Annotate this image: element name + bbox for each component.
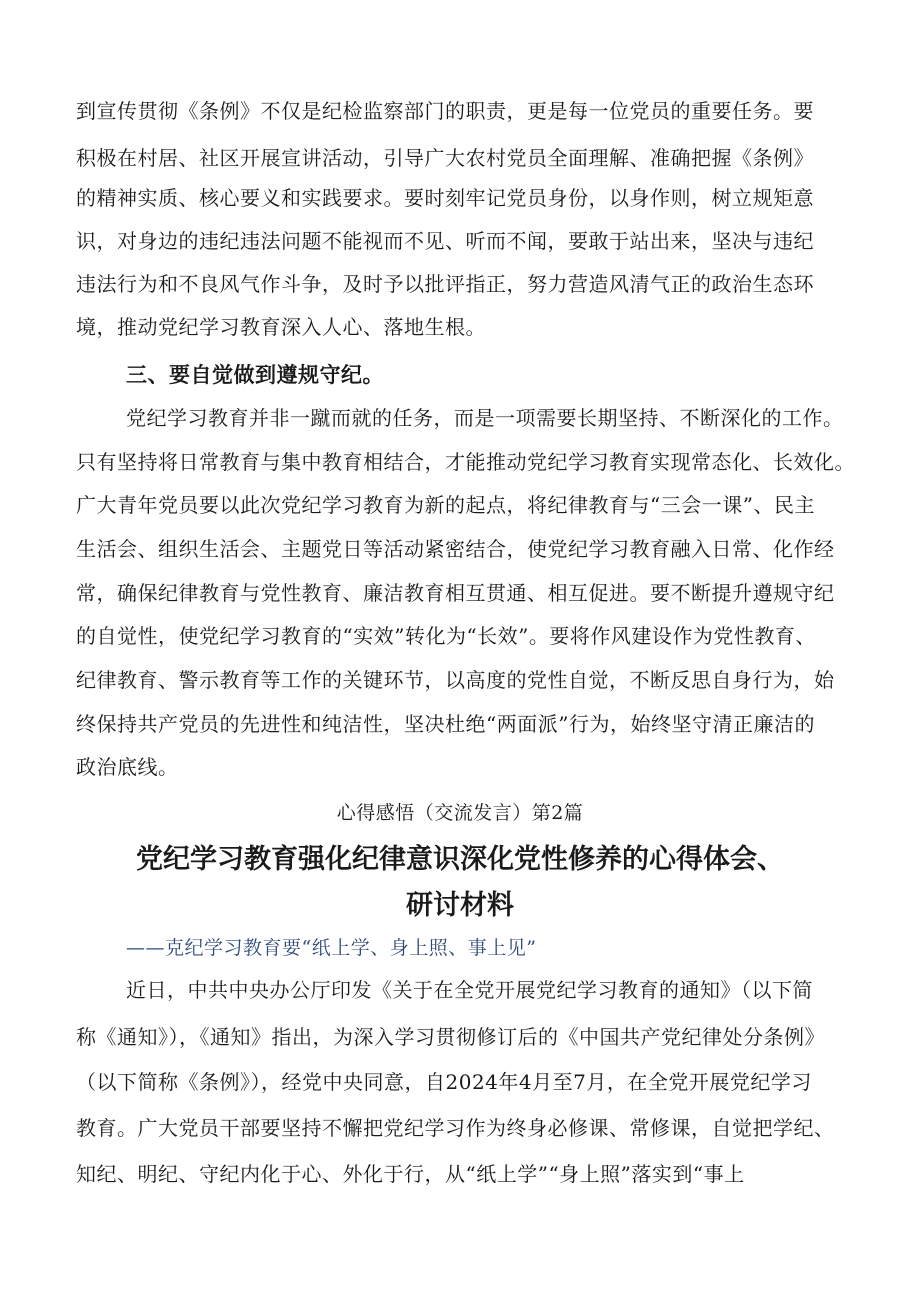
paragraph-line: 教育。广大党员干部要坚持不懈把党纪学习作为终身必修课、常修课，自觉把学纪、 bbox=[76, 1116, 835, 1140]
paragraph-line: （以下简称《条例》），经党中央同意，自2024年4月至7月，在全党开展党纪学习 bbox=[76, 1070, 812, 1094]
paragraph-line: 到宣传贯彻《条例》不仅是纪检监察部门的职责，更是每一位党员的重要任务。要 bbox=[76, 99, 814, 123]
paragraph-line: 生活会、组织生活会、主题党日等活动紧密结合，使党纪学习教育融入日常、化作经 bbox=[76, 537, 835, 561]
paragraph-line: 只有坚持将日常教育与集中教育相结合，才能推动党纪学习教育实现常态化、长效化。 bbox=[76, 450, 855, 474]
paragraph-line: 知纪、明纪、守纪内化于心、外化于行，从“纸上学”“身上照”落实到“事上 bbox=[76, 1162, 745, 1186]
paragraph-line: 违法行为和不良风气作斗争，及时予以批评指正，努力营造风清气正的政治生态环 bbox=[76, 272, 814, 296]
paragraph-line: 党纪学习教育并非一蹴而就的任务，而是一项需要长期坚持、不断深化的工作。 bbox=[126, 406, 844, 430]
paragraph-line: 纪律教育、警示教育等工作的关键环节，以高度的党性自觉，不断反思自身行为，始 bbox=[76, 668, 835, 692]
paragraph-line: 政治底线。 bbox=[76, 755, 179, 779]
article-label: 心得感悟（交流发言）第2篇 bbox=[336, 802, 584, 824]
paragraph-line: 终保持共产党员的先进性和纯洁性，坚决杜绝“两面派”行为，始终坚守清正廉洁的 bbox=[76, 712, 815, 736]
article-subtitle: ——克纪学习教育要“纸上学、身上照、事上见” bbox=[126, 937, 537, 959]
paragraph-line: 的精神实质、核心要义和实践要求。要时刻牢记党员身份，以身作则，树立规矩意 bbox=[76, 186, 814, 210]
paragraph-line: 境，推动党纪学习教育深入人心、落地生根。 bbox=[76, 315, 486, 339]
paragraph-line: 称《通知》），《通知》指出，为深入学习贯彻修订后的《中国共产党纪律处分条例》 bbox=[76, 1025, 825, 1049]
article-title: 党纪学习教育强化纪律意识深化党性修养的心得体会、 bbox=[136, 844, 784, 875]
paragraph-line: 的自觉性，使党纪学习教育的“实效”转化为“长效”。要将作风建设作为党性教育、 bbox=[76, 624, 816, 648]
paragraph-line: 广大青年党员要以此次党纪学习教育为新的起点，将纪律教育与“三会一课”、民主 bbox=[76, 493, 815, 517]
paragraph-line: 近日，中共中央办公厅印发《关于在全党开展党纪学习教育的通知》（以下简 bbox=[126, 978, 813, 1002]
article-title: 研讨材料 bbox=[406, 890, 514, 921]
section-heading: 三、要自觉做到遵规守纪。 bbox=[126, 363, 384, 387]
paragraph-line: 积极在村居、社区开展宣讲活动，引导广大农村党员全面理解、准确把握《条例》 bbox=[76, 146, 814, 170]
paragraph-line: 常，确保纪律教育与党性教育、廉洁教育相互贯通、相互促进。要不断提升遵规守纪 bbox=[76, 581, 835, 605]
paragraph-line: 识，对身边的违纪违法问题不能视而不见、听而不闻，要敢于站出来，坚决与违纪 bbox=[76, 229, 814, 253]
